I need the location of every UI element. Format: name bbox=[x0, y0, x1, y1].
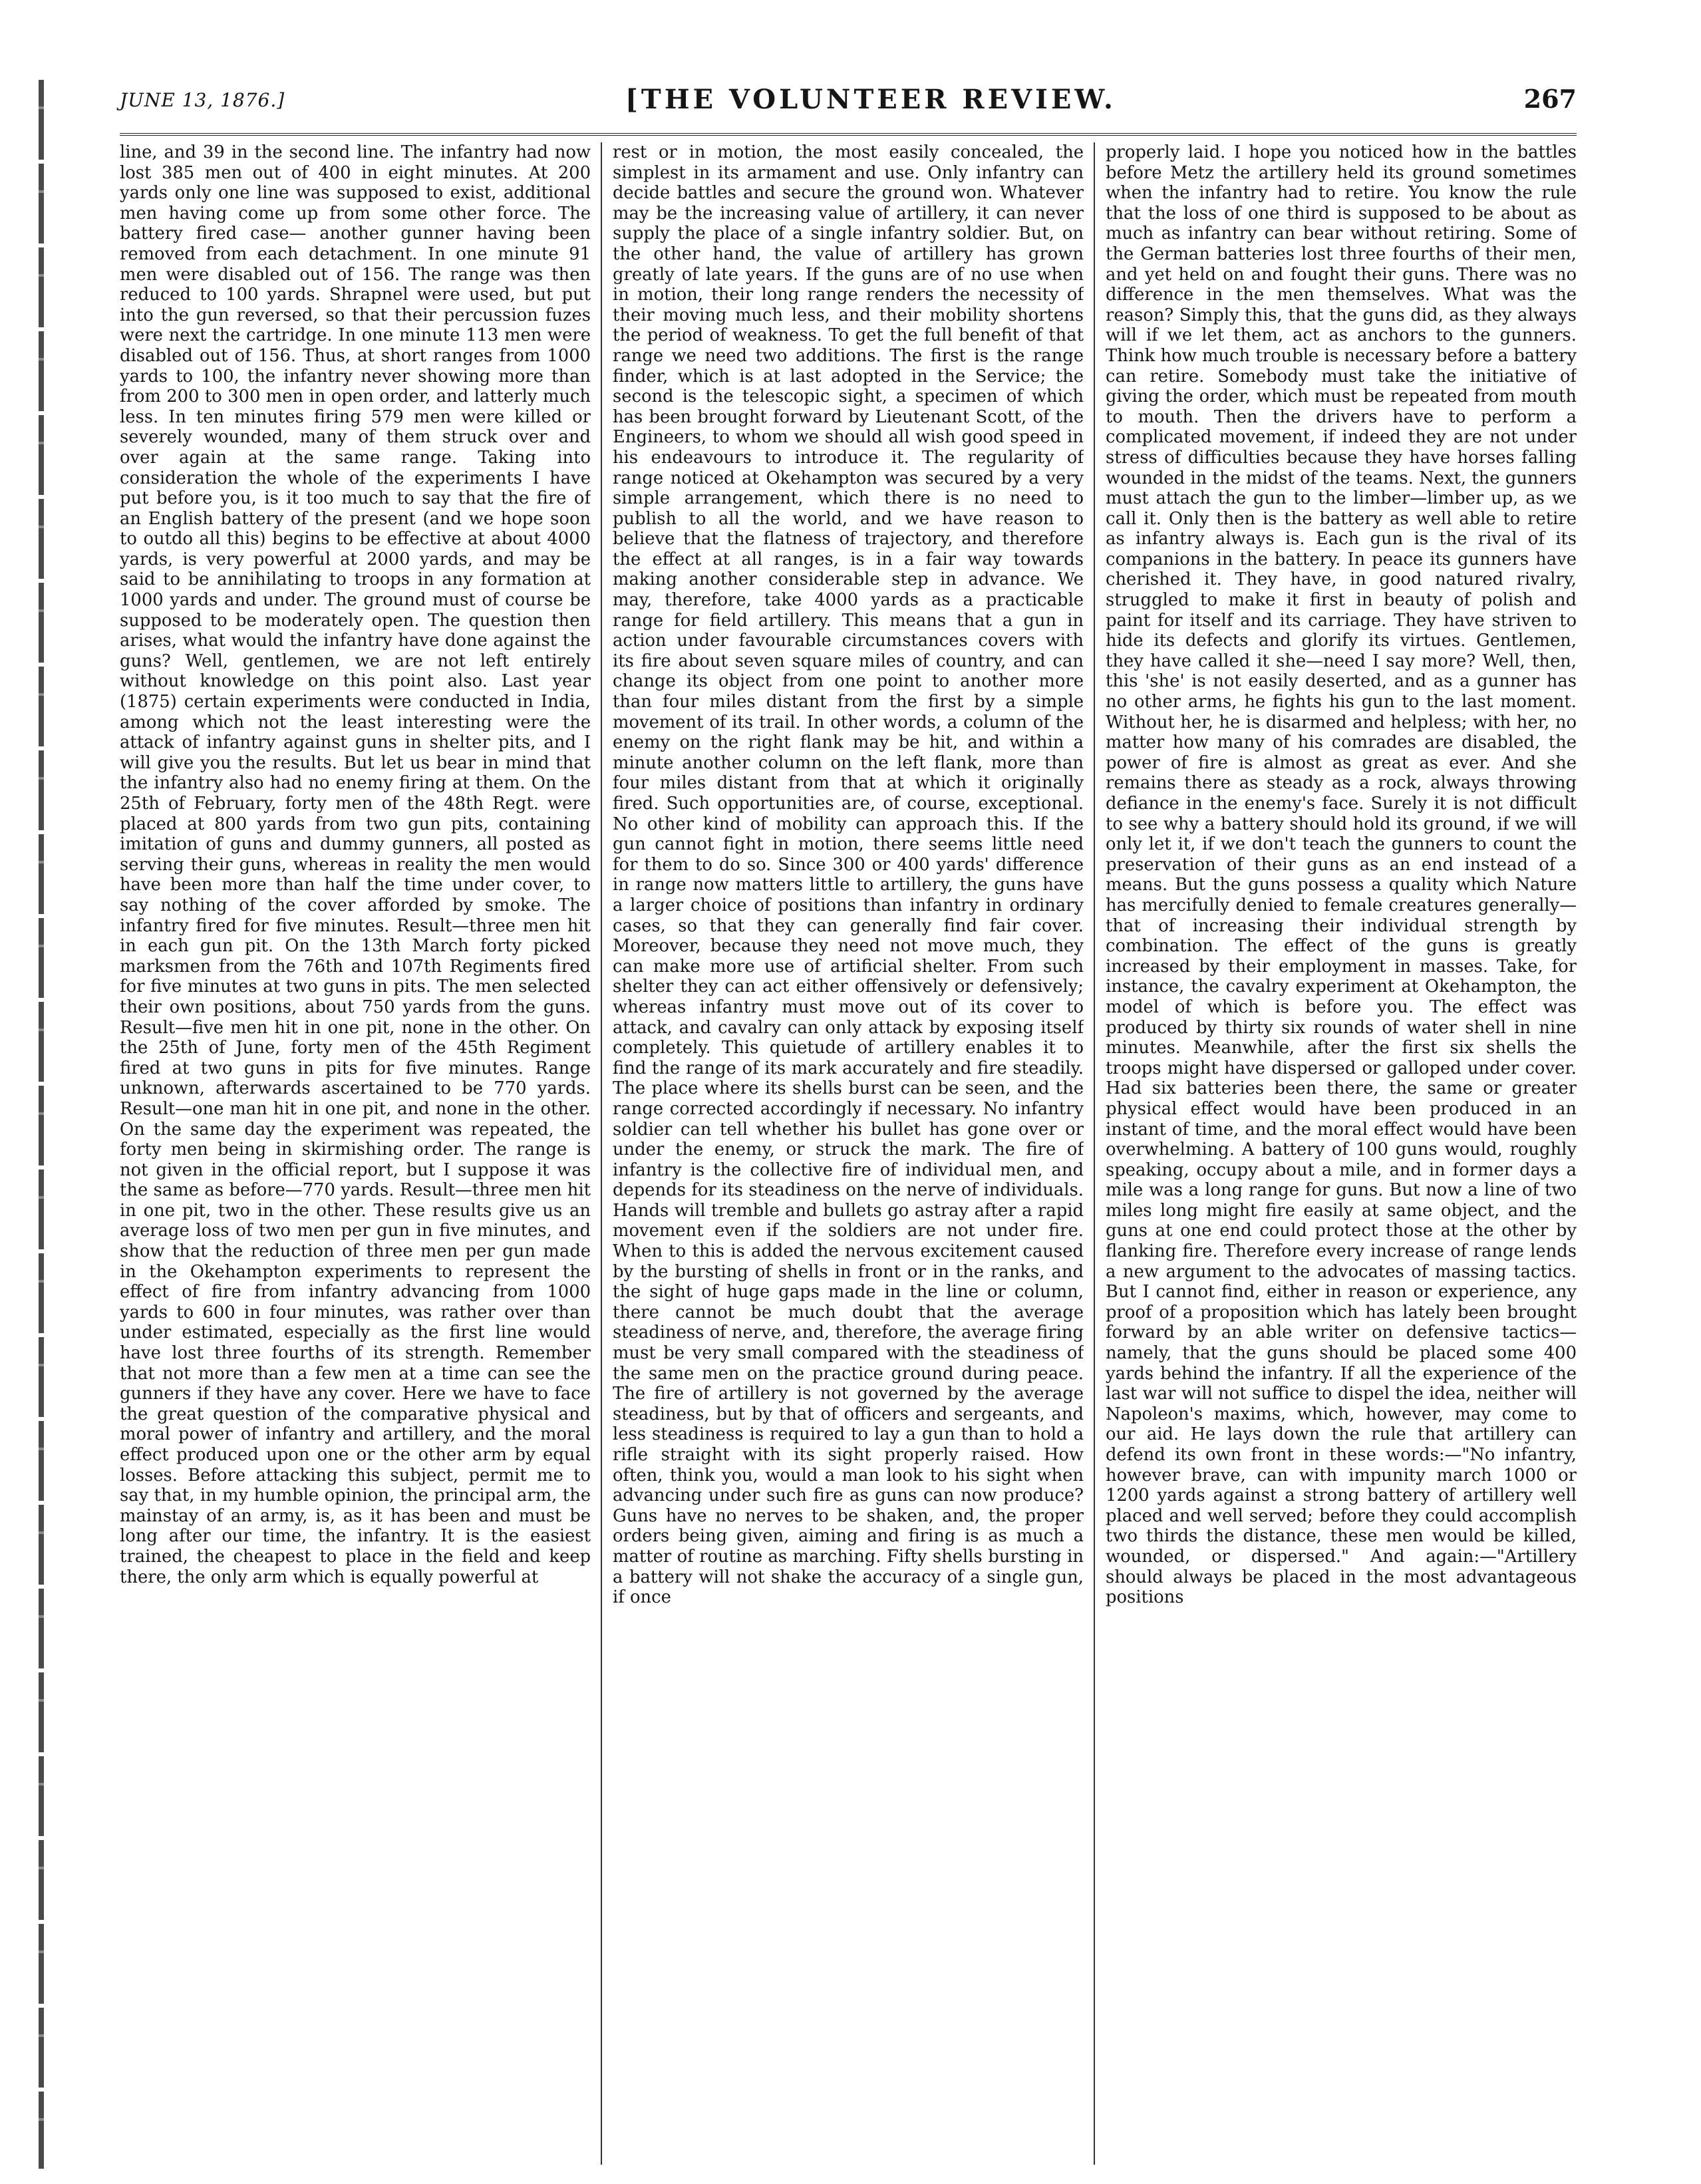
page-number: 267 bbox=[1523, 84, 1577, 114]
header-rule bbox=[120, 133, 1577, 136]
text-column-right bbox=[1106, 142, 1577, 2165]
publication-title: [THE VOLUNTEER REVIEW. bbox=[625, 84, 1116, 115]
binding-edge bbox=[39, 80, 44, 2169]
column-divider bbox=[591, 142, 613, 2165]
column-text: line, and 39 in the second line. The infantry had now lost 385 men out of 400 in eight minutes. At 200 yards only one line was supposed to exist, additional men having come up from some other force. The battery fired case— another gunner having been removed from each detachment. In one minute 91 men were disabled out of 156. The range was then reduced to 100 yards. Shrapnel were used, but put into the gun reversed, so that their percussion fuzes were next the cartridge. In one minute 113 men were disabled out of 156. Thus, at short ranges from 1000 yards to 100, the infantry never showing more than from 200 to 300 men in open order, and latterly much less. In ten minutes firing 579 men were killed or severely wounded, many of them struck over and over again at the same range. Taking into consideration the whole of the experiments I have put before you, is it too much to say that the fire of an English battery of the present (and we hope soon to outdo all this) begins to be effective at about 4000 yards, is very powerful at 2000 yards, and may be said to be annihilating to troops in any formation at 1000 yards and under. The ground must of course be supposed to be moderately open. The question then arises, what would the infantry have done against the guns? Well, gentlemen, we are not left entirely without knowledge on this point also. Last year (1875) certain experiments were conducted in India, among which not the least interesting were the attack of infantry against guns in shelter pits, and I will give you the results. But let us bear in mind that the infantry also had no enemy firing at them. On the 25th of February, forty men of the 48th Regt. were placed at 800 yards from two gun pits, containing imitation of guns and dummy gunners, all posted as serving their guns, whereas in reality the men would have been more than half the time under cover, to say nothing of the cover afforded by smoke. The infantry fired for five minutes. Result—three men hit in each gun pit. On the 13th March forty picked marksmen from the 76th and 107th Regiments fired for five minutes at two guns in pits. The men selected their own positions, about 750 yards from the guns. Result—five men hit in one pit, none in the other. On the 25th of June, forty men of the 45th Regiment fired at two guns in pits for five minutes. Range unknown, afterwards ascertained to be 770 yards. Result—one man hit in one pit, and none in the other. On the same day the experiment was repeated, the forty men being in skirmishing order. The range is not given in the official report, but I suppose it was the same as before—770 yards. Result—three men hit in one pit, two in the other. These results give us an average loss of two men per gun in five minutes, and show that the reduction of three men per gun made in the Okehampton experiments to represent the effect of fire from infantry advancing from 1000 yards to 600 in four minutes, was rather over than under estimated, especially as the first line would have lost three fourths of its strength. Remember that not more than a few men at a time can see the gunners if they have any cover. Here we have to face the great question of the comparative physical and moral power of infantry and artillery, and the moral effect produced upon one or the other arm by equal losses. Before attacking this subject, permit me to say that, in my humble opinion, the principal arm, the mainstay of an army, is, as it has been and must be long after our time, the infantry. It is the easiest trained, the cheapest to place in the field and keep there, the only arm which is equally powerful at bbox=[120, 142, 591, 1587]
column-divider bbox=[1084, 142, 1106, 2165]
column-text: rest or in motion, the most easily concealed, the simplest in its armament and use. Only infantry can decide battles and secure the ground won. Whatever may be the increasing value of artillery, it can never supply the place of a single infantry soldier. But, on the other hand, the value of artillery has grown greatly of late years. If the guns are of no use when in motion, their long range renders the necessity of their moving much less, and their mobility shortens the period of weakness. To get the full benefit of that range we need two additions. The first is the range finder, which is at last adopted in the Service; the second is the telescopic sight, a specimen of which has been brought forward by Lieutenant Scott, of the Engineers, to whom we should all wish good speed in his endeavours to introduce it. The regularity of range noticed at Okehampton was secured by a very simple arrangement, which there is no need to publish to all the world, and we have reason to believe that the flatness of trajectory, and therefore the effect at all ranges, is in a fair way towards making another considerable step in advance. We may, therefore, take 4000 yards as a practicable range for field artillery. This means that a gun in action under favourable circumstances covers with its fire about seven square miles of country, and can change its object from one point to another more than four miles distant from the first by a simple movement of its trail. In other words, a column of the enemy on the right flank may be hit, and within a minute another column on the left flank, more than four miles distant from that at which it originally fired. Such opportunities are, of course, exceptional. No other kind of mobility can approach this. If the gun cannot fight in motion, there seems little need for them to do so. Since 300 or 400 yards' difference in range now matters little to artillery, the guns have a larger choice of positions than infantry in ordinary cases, so that they can generally find fair cover. Moreover, because they need not move much, they can make more use of artificial shelter. From such shelter they can act either offensively or defensively; whereas infantry must move out of its cover to attack, and cavalry can only attack by exposing itself completely. This quietude of artillery enables it to find the range of its mark accurately and fire steadily. The place where its shells burst can be seen, and the range corrected accordingly if necessary. No infantry soldier can tell whether his bullet has gone over or under the enemy, or struck the mark. The fire of infantry is the collective fire of individual men, and depends for its steadiness on the nerve of individuals. Hands will tremble and bullets go astray after a rapid movement even if the soldiers are not under fire. When to this is added the nervous excitement caused by the bursting of shells in front or in the ranks, and the sight of huge gaps made in the line or column, there cannot be much doubt that the average steadiness of nerve, and, therefore, the average firing must be very small compared with the steadiness of the same men on the practice ground during peace. The fire of artillery is not governed by the average steadiness, but by that of officers and sergeants, and less steadiness is required to lay a gun than to hold a rifle straight with its sight properly raised. How often, think you, would a man look to his sight when advancing under such fire as guns can now produce? Guns have no nerves to be shaken, and, the proper orders being given, aiming and firing is as much a matter of routine as marching. Fifty shells bursting in a battery will not shake the accuracy of a single gun, if once bbox=[613, 142, 1084, 1608]
column-text: properly laid. I hope you noticed how in the battles before Metz the artillery held its ground sometimes when the infantry had to retire. You know the rule that the loss of one third is supposed to be about as much as infantry can bear without retiring. Some of the German batteries lost three fourths of their men, and yet held on and fought their guns. There was no difference in the men themselves. What was the reason? Simply this, that the guns did, as they always will if we let them, act as anchors to the gunners. Think how much trouble is necessary before a battery can retire. Somebody must take the initiative of giving the order, which must be repeated from mouth to mouth. Then the drivers have to perform a complicated movement, if indeed they are not under stress of difficulties because they have horses falling wounded in the midst of the teams. Next, the gunners must attach the gun to the limber—limber up, as we call it. Only then is the battery as well able to retire as infantry always is. Each gun is the rival of its companions in the battery. In peace its gunners have cherished it. They have, in good natured rivalry, struggled to make it first in beauty of polish and paint for itself and its carriage. They have striven to hide its defects and glorify its virtues. Gentlemen, they have called it she—need I say more? Well, then, this 'she' is not easily deserted, and as a gunner has no other arms, he fights his gun to the last moment. Without her, he is disarmed and helpless; with her, no matter how many of his comrades are disabled, the power of fire is almost as great as ever. And she remains there as steady as a rock, always throwing defiance in the enemy's face. Surely it is not difficult to see why a battery should hold its ground, if we will only let it, if we don't teach the gunners to count the preservation of their guns as an end instead of a means. But the guns possess a quality which Nature has mercifully denied to female creatures generally—that of increasing their individual strength by combination. The effect of the guns is greatly increased by their employment in masses. Take, for instance, the cavalry experiment at Okehampton, the model of which is before you. The effect was produced by thirty six rounds of water shell in nine minutes. Meanwhile, after the first six shells the troops might have dispersed or galloped under cover. Had six batteries been there, the same or greater physical effect would have been produced in an instant of time, and the moral effect would have been overwhelming. A battery of 100 guns would, roughly speaking, occupy about a mile, and in former days a mile was a long range for guns. But now a line of two miles long might fire easily at same object, and the guns at one end could protect those at the other by flanking fire. Therefore every increase of range lends a new argument to the advocates of massing tactics. But I cannot find, either in reason or experience, any proof of a proposition which has lately been brought forward by an able writer on defensive tactics—namely, that the guns should be placed some 400 yards behind the infantry. If all the experience of the last war will not suffice to dispel the idea, neither will Napoleon's maxims, which, however, may come to our aid. He lays down the rule that artillery can defend its own front in these words:—"No infantry, however brave, can with impunity march 1000 or 1200 yards against a strong battery of artillery well placed and well served; before they could accomplish two thirds the distance, these men would be killed, wounded, or dispersed." And again:—"Artillery should always be placed in the most advantageous positions bbox=[1106, 142, 1577, 1608]
article-body bbox=[120, 142, 1577, 2165]
text-column-middle bbox=[613, 142, 1084, 2165]
page-header bbox=[120, 80, 1577, 133]
text-column-left bbox=[120, 142, 591, 2165]
issue-date: JUNE 13, 1876.] bbox=[120, 89, 285, 111]
